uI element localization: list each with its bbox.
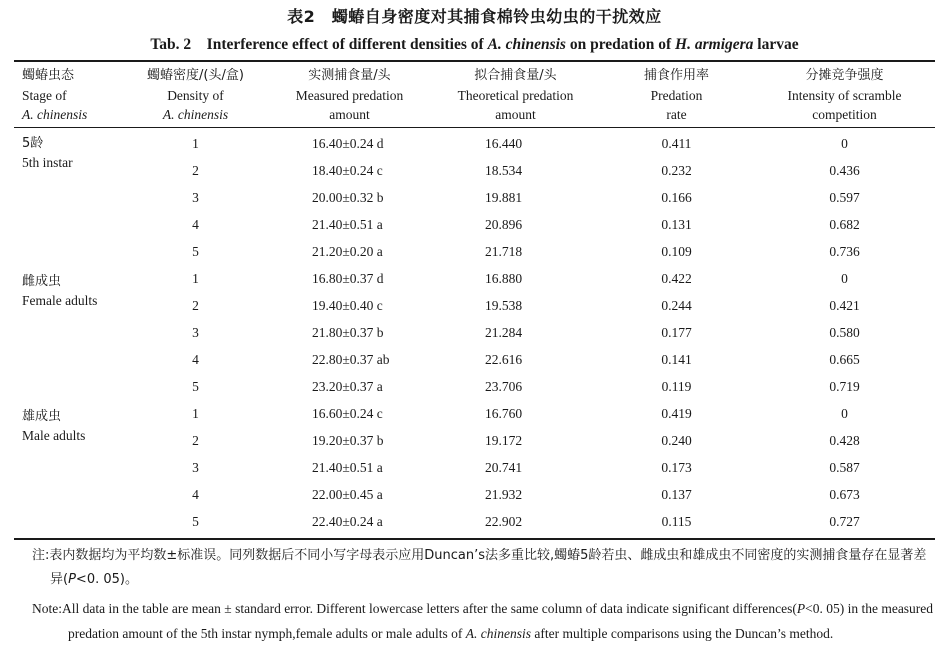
theoretical-cell: 19.172 [485,432,523,448]
table-header-row [14,62,935,127]
stage-label-english: Female adults [22,293,98,308]
scramble-competition-cell: 0 [841,405,848,421]
measured-cell: 21.40±0.51 a [312,459,383,475]
theoretical-cell: 20.741 [485,459,523,475]
density-cell: 5 [192,513,199,529]
header-scramble-competition: 分摊竞争强度 Intensity of scramble competition [787,68,902,122]
table-row [14,127,935,157]
stage-label-chinese: 5龄 [22,136,44,151]
table-row [14,292,935,319]
density-cell: 2 [192,297,199,313]
measured-cell: 21.40±0.51 a [312,216,383,232]
scramble-competition-cell: 0.436 [829,162,860,178]
header-predation-rate: 捕食作用率 Predation rate [643,68,709,122]
measured-cell: 21.20±0.20 a [312,243,383,259]
stage-label-english: 5th instar [22,155,73,170]
header-stage: 蠋蝽虫态 Stage of A. chinensis [22,68,88,122]
theoretical-cell: 16.440 [485,135,523,151]
header-density: 蠋蝽密度/(头/盒) Density of A. chinensis [147,68,244,122]
scramble-competition-cell: 0 [841,270,848,286]
measured-cell: 22.40±0.24 a [312,513,383,529]
theoretical-cell: 22.616 [485,351,523,367]
predation-rate-cell: 0.119 [661,378,692,394]
measured-cell: 18.40±0.24 c [312,162,383,178]
table-row [14,319,935,346]
table-row [14,481,935,508]
predation-rate-cell: 0.244 [661,297,692,313]
stage-cell [14,265,124,400]
density-cell: 4 [192,216,199,232]
stage-cell [14,127,124,265]
density-cell: 1 [192,405,199,421]
predation-rate-cell: 0.109 [661,243,692,259]
density-cell: 4 [192,351,199,367]
theoretical-cell: 19.881 [485,189,523,205]
table-row [14,157,935,184]
table-bottom-rule [14,538,935,540]
predation-rate-cell: 0.115 [661,513,692,529]
predation-table [14,62,935,535]
predation-rate-cell: 0.166 [661,189,692,205]
table-title-chinese: 表2 蠋蝽自身密度对其捕食棉铃虫幼虫的干扰效应 [287,7,662,26]
table-row [14,211,935,238]
predation-rate-cell: 0.141 [661,351,692,367]
measured-cell: 21.80±0.37 b [312,324,384,340]
theoretical-cell: 20.896 [485,216,523,232]
measured-cell: 20.00±0.32 b [312,189,384,205]
theoretical-cell: 16.880 [485,270,523,286]
scramble-competition-cell: 0.597 [829,189,860,205]
density-cell: 3 [192,324,199,340]
predation-rate-cell: 0.177 [661,324,692,340]
title-en-prefix: Tab. 2 Interference effect of different densities of [150,36,488,53]
predation-rate-cell: 0.411 [661,135,692,151]
title-en-species-1: A. chinensis [487,36,566,53]
stage-label-chinese: 雌成虫 [22,274,62,289]
table-title-english [0,32,949,54]
measured-cell: 16.40±0.24 d [312,135,384,151]
stage-label-english: Male adults [22,428,86,443]
scramble-competition-cell: 0.719 [829,378,860,394]
theoretical-cell: 18.534 [485,162,523,178]
theoretical-cell: 23.706 [485,378,523,394]
scramble-competition-cell: 0.673 [829,486,860,502]
measured-cell: 16.60±0.24 c [312,405,383,421]
density-cell: 3 [192,459,199,475]
theoretical-cell: 21.718 [485,243,523,259]
scramble-competition-cell: 0 [841,135,848,151]
scramble-competition-cell: 0.727 [829,513,860,529]
measured-cell: 22.00±0.45 a [312,486,383,502]
scramble-competition-cell: 0.580 [829,324,860,340]
scramble-competition-cell: 0.736 [829,243,860,259]
scramble-competition-cell: 0.587 [829,459,860,475]
density-cell: 5 [192,243,199,259]
measured-cell: 22.80±0.37 ab [312,351,390,367]
table-row [14,400,935,427]
scramble-competition-cell: 0.428 [829,432,860,448]
table-row [14,454,935,481]
measured-cell: 16.80±0.37 d [312,270,384,286]
predation-rate-cell: 0.232 [661,162,692,178]
measured-cell: 19.40±0.40 c [312,297,383,313]
measured-cell: 23.20±0.37 a [312,378,383,394]
table-notes [32,544,937,646]
predation-rate-cell: 0.173 [661,459,692,475]
header-measured: 实测捕食量/头 Measured predation amount [295,68,404,122]
title-en-suffix: larvae [753,36,799,53]
density-cell: 2 [192,162,199,178]
theoretical-cell: 16.760 [485,405,523,421]
predation-rate-cell: 0.137 [661,486,692,502]
theoretical-cell: 19.538 [485,297,523,313]
density-cell: 1 [192,270,199,286]
table-row [14,184,935,211]
title-en-middle: on predation of [565,36,676,53]
table-row [14,265,935,292]
table-row [14,373,935,400]
predation-rate-cell: 0.422 [661,270,692,286]
density-cell: 5 [192,378,199,394]
theoretical-cell: 22.902 [485,513,523,529]
measured-cell: 19.20±0.37 b [312,432,384,448]
predation-rate-cell: 0.419 [661,405,692,421]
table-row [14,427,935,454]
predation-rate-cell: 0.240 [661,432,692,448]
scramble-competition-cell: 0.665 [829,351,860,367]
note-chinese: 注:表内数据均为平均数±标准误。同列数据后不同小写字母表示应用Duncan’s法多重比较,蠋蝽5龄若虫、雌成虫和雄成虫不同密度的实测捕食量存在显著差异(P<0. 05)。 [32,548,927,587]
table-row [14,508,935,535]
density-cell: 2 [192,432,199,448]
header-theoretical: 拟合捕食量/头 Theoretical predation amount [457,68,574,122]
title-en-species-2: H. armigera [675,36,754,53]
table-row [14,238,935,265]
theoretical-cell: 21.932 [485,486,523,502]
table-row [14,346,935,373]
scramble-competition-cell: 0.421 [829,297,860,313]
theoretical-cell: 21.284 [485,324,523,340]
note-english: Note:All data in the table are mean ± standard error. Different lowercase letters after the same column of data indicate significant differences(P<0. 05) in the measured predation amount of the 5th instar nymph,female adults or male adults of A. chinensis after multiple comparisons using the Duncan’s method. [32,601,934,641]
density-cell: 4 [192,486,199,502]
scramble-competition-cell: 0.682 [829,216,860,232]
density-cell: 3 [192,189,199,205]
predation-rate-cell: 0.131 [661,216,692,232]
stage-cell [14,400,124,535]
stage-label-chinese: 雄成虫 [22,409,62,424]
density-cell: 1 [192,135,199,151]
